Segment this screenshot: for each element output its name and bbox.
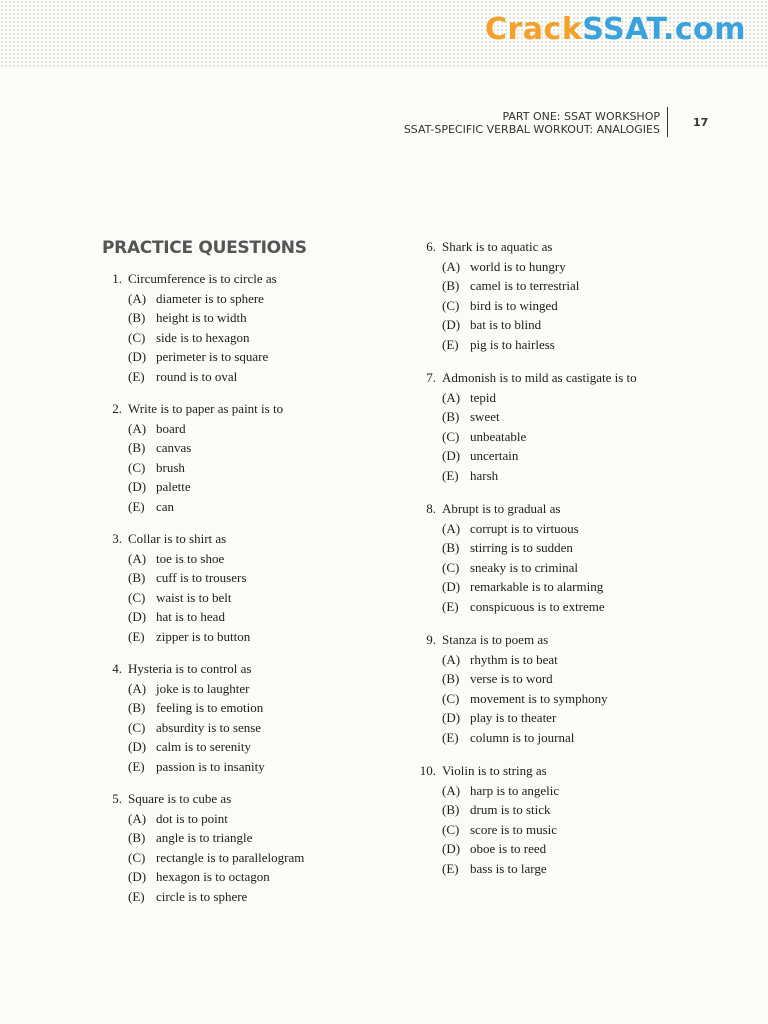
answer-option: (A) harp is to angelic <box>442 782 560 798</box>
question-stem: Violin is to string as <box>442 763 547 778</box>
answer-option: (C) side is to hexagon <box>128 329 250 345</box>
question-number: 4. <box>112 661 122 676</box>
answer-option: (C) movement is to symphony <box>442 690 608 706</box>
answer-option: (A) dot is to point <box>128 810 228 826</box>
answer-option: (A) corrupt is to virtuous <box>442 520 579 536</box>
running-head-chapter: SSAT-SPECIFIC VERBAL WORKOUT: ANALOGIES <box>403 123 660 136</box>
answer-option: (D) palette <box>128 479 191 494</box>
question-2 <box>96 399 326 516</box>
page-number: 17 <box>693 116 709 129</box>
answer-option: (C) score is to music <box>442 821 558 837</box>
questions-column-right <box>410 237 660 892</box>
question-number: 3. <box>112 531 122 546</box>
answer-option: (D) bat is to blind <box>442 317 542 332</box>
question-3 <box>96 529 326 646</box>
answer-option: (B) canvas <box>128 440 192 455</box>
question-stem: Abrupt is to gradual as <box>442 501 561 516</box>
question-7 <box>410 368 660 485</box>
running-head-divider <box>667 107 668 137</box>
question-number: 9. <box>426 632 436 647</box>
question-4 <box>96 659 326 776</box>
answer-option: (C) absurdity is to sense <box>128 719 262 735</box>
answer-option: (D) oboe is to reed <box>442 841 547 856</box>
answer-option: (A) tepid <box>442 389 496 405</box>
answer-option: (A) diameter is to sphere <box>128 290 264 306</box>
answer-option: (D) hexagon is to octagon <box>128 869 270 884</box>
answer-option: (D) play is to theater <box>442 710 557 725</box>
answer-option: (D) uncertain <box>442 448 519 463</box>
question-8 <box>410 499 660 616</box>
answer-option: (E) can <box>128 498 175 514</box>
answer-option: (E) conspicuous is to extreme <box>442 598 605 614</box>
question-stem: Stanza is to poem as <box>442 632 549 647</box>
answer-option: (B) verse is to word <box>442 671 553 686</box>
answer-option: (E) zipper is to button <box>128 628 251 644</box>
answer-option: (D) perimeter is to square <box>128 349 269 364</box>
answer-option: (E) passion is to insanity <box>128 758 265 774</box>
question-stem: Square is to cube as <box>128 791 232 806</box>
answer-option: (B) cuff is to trousers <box>128 570 247 585</box>
question-number: 10. <box>419 763 436 778</box>
running-head <box>404 110 660 136</box>
answer-option: (B) angle is to triangle <box>128 830 253 845</box>
answer-option: (C) rectangle is to parallelogram <box>128 849 305 865</box>
question-number: 6. <box>426 239 436 254</box>
answer-option: (A) rhythm is to beat <box>442 651 558 667</box>
question-10 <box>410 761 660 878</box>
question-number: 7. <box>426 370 436 385</box>
question-number: 5. <box>112 791 122 806</box>
questions-column-left <box>96 269 326 919</box>
question-6 <box>410 237 660 354</box>
answer-option: (A) world is to hungry <box>442 258 566 274</box>
running-head-part: PART ONE: SSAT WORKSHOP <box>502 110 660 123</box>
question-stem: Circumference is to circle as <box>128 271 277 286</box>
answer-option: (E) harsh <box>442 467 499 483</box>
answer-option: (C) bird is to winged <box>442 297 558 313</box>
question-stem: Write is to paper as paint is to <box>128 401 284 416</box>
question-number: 8. <box>426 501 436 516</box>
answer-option: (B) feeling is to emotion <box>128 700 264 715</box>
answer-option: (A) toe is to shoe <box>128 550 225 566</box>
answer-option: (E) column is to journal <box>442 729 575 745</box>
answer-option: (B) stirring is to sudden <box>442 540 573 555</box>
answer-option: (C) waist is to belt <box>128 589 232 605</box>
question-stem: Hysteria is to control as <box>128 661 252 676</box>
answer-option: (D) remarkable is to alarming <box>442 579 604 594</box>
question-stem: Collar is to shirt as <box>128 531 227 546</box>
answer-option: (C) unbeatable <box>442 428 527 444</box>
question-5 <box>96 789 326 906</box>
answer-option: (A) board <box>128 420 186 436</box>
answer-option: (A) joke is to laughter <box>128 680 250 696</box>
answer-option: (B) drum is to stick <box>442 802 551 817</box>
answer-option: (D) hat is to head <box>128 609 225 624</box>
brand-logo[interactable]: CrackSSAT.com <box>484 12 746 47</box>
answer-option: (E) circle is to sphere <box>128 888 248 904</box>
answer-option: (E) round is to oval <box>128 368 238 384</box>
question-9 <box>410 630 660 747</box>
question-stem: Shark is to aquatic as <box>442 239 553 254</box>
answer-option: (D) calm is to serenity <box>128 739 251 754</box>
question-number: 2. <box>112 401 122 416</box>
answer-option: (B) sweet <box>442 409 500 424</box>
answer-option: (E) pig is to hairless <box>442 336 555 352</box>
answer-option: (C) sneaky is to criminal <box>442 559 578 575</box>
answer-option: (C) brush <box>128 459 185 475</box>
section-title: PRACTICE QUESTIONS <box>102 238 307 258</box>
question-number: 1. <box>112 271 122 286</box>
question-stem: Admonish is to mild as castigate is to <box>442 370 637 385</box>
question-1 <box>96 269 326 386</box>
answer-option: (B) height is to width <box>128 310 247 325</box>
answer-option: (B) camel is to terrestrial <box>442 278 580 293</box>
answer-option: (E) bass is to large <box>442 860 547 876</box>
